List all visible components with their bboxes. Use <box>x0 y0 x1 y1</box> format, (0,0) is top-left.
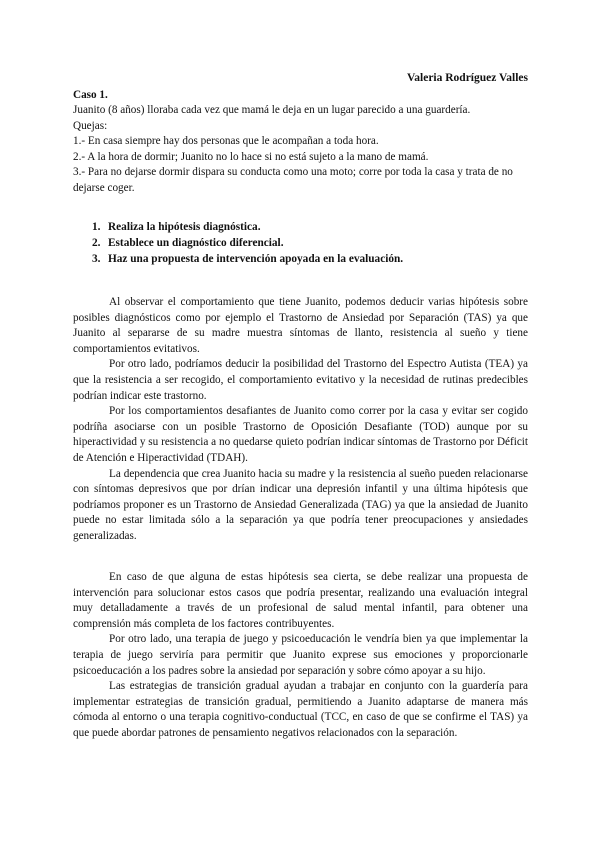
intro-line: Quejas: <box>73 119 108 132</box>
question-number: 2. <box>92 237 101 249</box>
questions-list <box>92 219 522 267</box>
question-number: 1. <box>92 221 101 233</box>
paragraph: Las estrategias de transición gradual ayudan a trabajar en conjunto con la guardería para implementar estrategias de transición gradual, permitiendo a Juanito adaptarse de manera más cómoda al entorno o una terapia cognitivo-conductual (TCC, en caso de que se confirme el TAS) ya que puede abordar patrones de pensamiento negativos relacionados con la separación. <box>73 680 528 739</box>
intro-line: 2.- A la hora de dormir; Juanito no lo hace si no está sujeto a la mano de mamá. <box>73 150 429 163</box>
question-item <box>92 251 522 267</box>
paragraph: Por otro lado, una terapia de juego y psicoeducación le vendría bien ya que implementar la terapia de juego serviría para permitir que Juanito exprese sus emociones y proporcionarle psicoeducación a los padres sobre la ansiedad por separación y sobre cómo apoyar a su hijo. <box>73 633 528 677</box>
intro-line: 1.- En casa siempre hay dos personas que le acompañan a toda hora. <box>73 135 379 148</box>
question-text: Establece un diagnóstico diferencial. <box>108 237 284 249</box>
diagnosis-section <box>73 295 528 545</box>
case-description <box>73 103 527 197</box>
author-name: Valeria Rodríguez Valles <box>407 72 528 84</box>
question-number: 3. <box>92 253 101 265</box>
intro-line: Juanito (8 años) lloraba cada vez que mamá le deja en un lugar parecido a una guardería. <box>73 104 471 116</box>
paragraph: Al observar el comportamiento que tiene Juanito, podemos deducir varias hipótesis sobre posibles diagnósticos como por ejemplo el Trastorno de Ansiedad por Separación (TAS) ya que Juanito al separarse de su madre muestra síntomas de llanto, resistencia al sueño y tiene comportamientos evitativos. <box>73 296 528 355</box>
question-item <box>92 235 522 251</box>
intro-line: 3.- Para no dejarse dormir dispara su conducta como una moto; corre por toda la casa y trata de no dejarse coger. <box>73 166 513 194</box>
paragraph: Por otro lado, podríamos deducir la posibilidad del Trastorno del Espectro Autista (TEA) ya que la resistencia a ser recogido, el comportamiento evitativo y la necesidad de rutinas predecibles podrían indicar este trastorno. <box>73 358 528 402</box>
intervention-section <box>73 570 528 742</box>
paragraph: Por los comportamientos desafiantes de Juanito como correr por la casa y evitar ser cogido podríña asociarse con un posible Trastorno de Oposición Desafiante (TOD) aunque por su hiperactividad y su resistencia a no quedarse quieto podrían indicar síntomas de Trastorno por Déficit de Atención e Hiperactividad (TDAH). <box>73 405 528 464</box>
question-text: Haz una propuesta de intervención apoyada en la evaluación. <box>108 253 404 265</box>
question-text: Realiza la hipótesis diagnóstica. <box>108 221 261 233</box>
paragraph: La dependencia que crea Juanito hacia su madre y la resistencia al sueño pueden relacionarse con síntomas depresivos que por drían indicar una depresión infantil y una última hipótesis que podríamos proponer es un Trastorno de Ansiedad Generalizada (TAG) ya que la ansiedad de Juanito puede no estar limitada sólo a la separación ya que podría tener preocupaciones y ansiedades generalizadas. <box>73 467 528 542</box>
case-title: Caso 1. <box>73 89 108 101</box>
question-item <box>92 219 522 235</box>
paragraph: En caso de que alguna de estas hipótesis sea cierta, se debe realizar una propuesta de intervención para solucionar estos casos que podría presentar, realizando una evaluación integral muy detalladamente a través de un profesional de salud mental infantil, para obtener una comprensión más completa de los factores contribuyentes. <box>73 571 528 630</box>
